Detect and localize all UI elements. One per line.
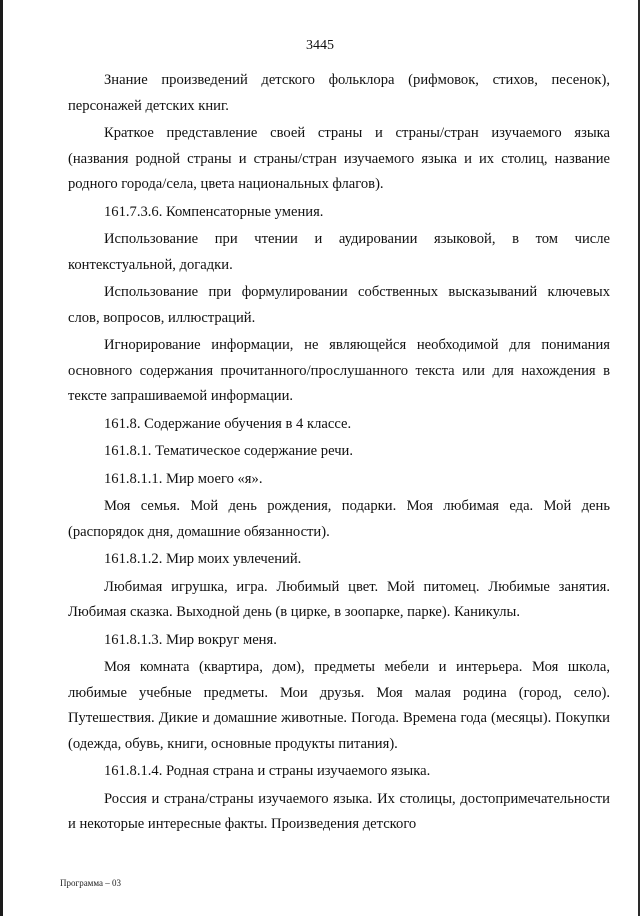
paragraph: Россия и страна/страны изучаемого языка. Их столицы, достопримечательности и некоторые интересные факты. Произведения детского (68, 790, 610, 832)
section-heading: 161.8.1.2. Мир моих увлечений. (104, 551, 302, 567)
paragraph: Краткое представление своей страны и страны/стран изучаемого языка (названия родной страны и страны/стран изучаемого языка и их столиц, название родного города/села, цвета национальных флагов). (68, 125, 610, 192)
scan-left-edge (0, 0, 3, 916)
paragraph: Любимая игрушка, игра. Любимый цвет. Мой питомец. Любимые занятия. Любимая сказка. Выходной день (в цирке, в зоопарке, парке). Каникулы. (68, 578, 610, 620)
page-footer: Программа – 03 (60, 878, 122, 888)
section-heading: 161.8. Содержание обучения в 4 классе. (104, 415, 352, 432)
section-heading: 161.8.1.3. Мир вокруг меня. (104, 631, 277, 648)
section-heading: 161.8.1.1. Мир моего «я». (104, 470, 263, 487)
paragraph: Использование при формулировании собственных высказываний ключевых слов, вопросов, иллюстраций. (68, 284, 610, 326)
paragraph: Знание произведений детского фольклора (рифмовок, стихов, песенок), персонажей детских книг. (68, 72, 610, 114)
section-heading: 161.8.1. Тематическое содержание речи. (104, 443, 354, 459)
paragraph: Игнорирование информации, не являющейся необходимой для понимания основного содержания прочитанного/прослушанного текста или для нахождения в тексте запрашиваемой информации. (68, 337, 610, 404)
section-heading: 161.7.3.6. Компенсаторные умения. (104, 203, 324, 220)
paragraph: Использование при чтении и аудировании языковой, в том числе контекстуальной, догадки. (68, 231, 610, 273)
section-heading: 161.8.1.4. Родная страна и страны изучаемого языка. (104, 763, 431, 779)
document-body (68, 68, 610, 840)
paragraph: Моя комната (квартира, дом), предметы мебели и интерьера. Моя школа, любимые учебные предметы. Мои друзья. Моя малая родина (город, село). Путешествия. Дикие и домашние животные. Погода. Времена года (месяцы). Покупки (одежда, обувь, книги, основные продукты питания). (68, 659, 610, 752)
page-number: 3445 (306, 38, 334, 53)
paragraph: Моя семья. Мой день рождения, подарки. Моя любимая еда. Мой день (распорядок дня, домашние обязанности). (68, 498, 610, 540)
